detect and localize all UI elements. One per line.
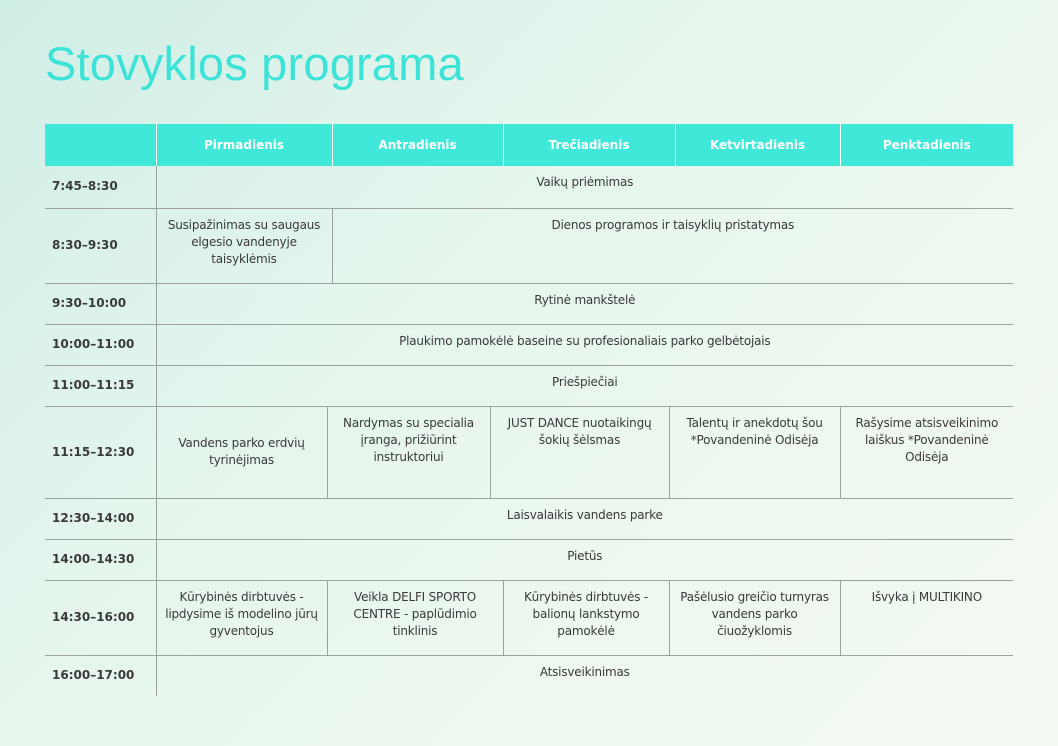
corner-header xyxy=(45,124,156,166)
time-slot: 10:00–11:00 xyxy=(45,324,156,365)
time-slot: 11:15–12:30 xyxy=(45,406,156,498)
table-row xyxy=(45,580,1013,655)
activity-tuesday: Nardymas su specialia įranga, prižiūrint instruktoriui xyxy=(327,406,490,498)
table-row xyxy=(45,365,1013,406)
day-header-tuesday: Antradienis xyxy=(332,124,503,166)
activity-monday: Vandens parko erdvių tyrinėjimas xyxy=(156,406,327,498)
activity-monday: Susipažinimas su saugaus elgesio vandenyje taisyklėmis xyxy=(156,208,332,283)
activity-tuesday: Veikla DELFI SPORTO CENTRE - paplūdimio tinklinis xyxy=(327,580,503,655)
activity-all-days: Laisvalaikis vandens parke xyxy=(156,498,1013,539)
activity-friday: Išvyka į MULTIKINO xyxy=(840,580,1013,655)
time-slot: 9:30–10:00 xyxy=(45,283,156,324)
activity-friday: Rašysime atsisveikinimo laiškus *Povandeninė Odisėja xyxy=(840,406,1013,498)
table-row xyxy=(45,539,1013,580)
activity-all-days: Pietūs xyxy=(156,539,1013,580)
table-row xyxy=(45,324,1013,365)
table-row xyxy=(45,208,1013,283)
activity-rest-days: Dienos programos ir taisyklių pristatymas xyxy=(332,208,1013,283)
activity-all-days: Priešpiečiai xyxy=(156,365,1013,406)
activity-monday: Kūrybinės dirbtuvės - lipdysime iš modelino jūrų gyventojus xyxy=(156,580,327,655)
activity-wednesday: JUST DANCE nuotaikingų šokių šėlsmas xyxy=(490,406,669,498)
schedule-table xyxy=(45,124,1013,696)
time-slot: 12:30–14:00 xyxy=(45,498,156,539)
header-row xyxy=(45,124,1013,166)
activity-all-days: Vaikų priėmimas xyxy=(156,166,1013,208)
day-header-monday: Pirmadienis xyxy=(156,124,332,166)
table-row xyxy=(45,166,1013,208)
day-header-wednesday: Trečiadienis xyxy=(503,124,675,166)
table-row xyxy=(45,406,1013,498)
time-slot: 8:30–9:30 xyxy=(45,208,156,283)
time-slot: 14:30–16:00 xyxy=(45,580,156,655)
activity-all-days: Plaukimo pamokėlė baseine su profesionaliais parko gelbėtojais xyxy=(156,324,1013,365)
activity-wednesday: Kūrybinės dirbtuvės - balionų lankstymo pamokėlė xyxy=(503,580,669,655)
activity-all-days: Atsisveikinimas xyxy=(539,664,630,679)
activity-thursday: Pašėlusio greičio turnyras vandens parko čiuožyklomis xyxy=(669,580,840,655)
table-row xyxy=(45,655,1013,696)
time-slot: 7:45–8:30 xyxy=(45,166,156,208)
time-slot: 14:00–14:30 xyxy=(45,539,156,580)
activity-all-days: Rytinė mankštelė xyxy=(156,283,1013,324)
time-slot: 11:00–11:15 xyxy=(45,365,156,406)
time-slot: 16:00–17:00 xyxy=(45,655,156,696)
day-header-thursday: Ketvirtadienis xyxy=(675,124,840,166)
table-row xyxy=(45,283,1013,324)
page-title: Stovyklos programa xyxy=(45,37,464,90)
table-row xyxy=(45,498,1013,539)
day-header-friday: Penktadienis xyxy=(840,124,1013,166)
activity-thursday: Talentų ir anekdotų šou *Povandeninė Odisėja xyxy=(669,406,840,498)
